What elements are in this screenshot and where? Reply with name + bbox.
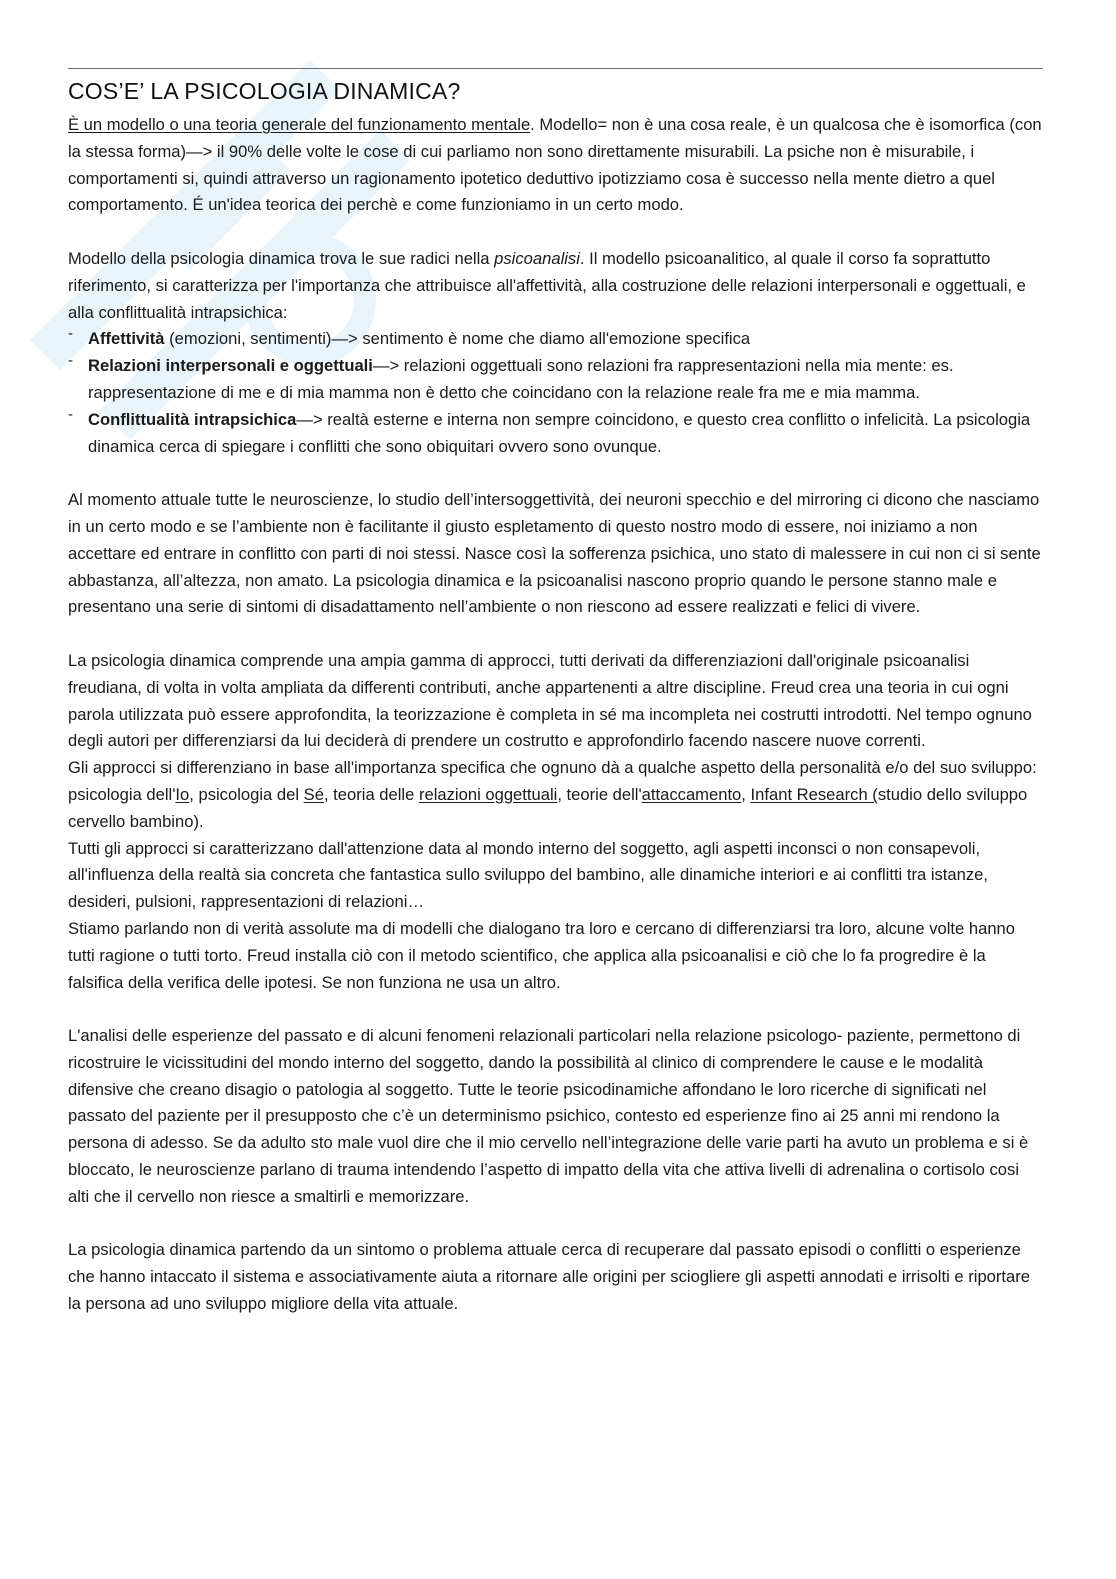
paragraph-2 [68,246,1043,326]
dash-marker: - [68,352,73,370]
paragraph-1-text: . Modello= non è una cosa reale, è un qualcosa che è isomorfica (con la stessa forma)—> il 90% delle volte le cose di cui parliamo non sono direttamente misurabili. La psiche non è misurabile, i comportamenti si, quindi attraverso un ragionamento ipotetico deduttivo ipotizziamo cosa è successo nella mente dietro a quel comportamento. É un'idea teorica dei perchè e come funzioniamo in un certo modo. [68,115,1042,215]
italic-psicoanalisi: psicoanalisi [494,248,580,268]
top-rule [68,68,1043,69]
list-item-text: (emozioni, sentimenti)—> sentimento è nome che diamo all'emozione specifica [164,329,751,349]
list-item-text: —> realtà esterne e interna non sempre coincidono, e questo crea conflitto o infelicità. La psicologia dinamica cerca di spiegare i conflitti che sono obiquitari ovvero sono ovunque. [88,409,1031,456]
paragraph-2-text-b: . Il modello psicoanalitico, al quale il corso fa soprattutto riferimento, si caratterizza per l'importanza che attribuisce all'affettività, alla costruzione delle relazioni interpersonali e oggettuali, e alla conflittualità intrapsichica: [68,248,1026,322]
underlined-definition: È un modello o una teoria generale del funzionamento mentale [68,115,531,134]
list-item [68,326,1043,353]
page-title: COS’E’ LA PSICOLOGIA DINAMICA? [68,78,461,104]
list-item-bold: Affettività [88,329,165,349]
paragraph-8: L'analisi delle esperienze del passato e di alcuni fenomeni relazionali particolari nella relazione psicologo- paziente, permettono di ricostruire le vicissitudini del mondo interno del soggetto, dando la possibilità al clinico di comprendere le cause e le modalità difensive che creano disagio o patologia al soggetto. Tutte le teorie psicodinamiche affondano le loro ricerche di significati nel passato del paziente per il presupposto che c’è un determinismo psichico, contesto ed esperienze fino ai 25 anni mi rendono la persona di adesso. Se da adulto sto male vuol dire che il mio cervello nell’integrazione delle varie parti ha avuto un problema e si è bloccato, le neuroscienze parlano di trauma intendendo l’aspetto di impatto della vita che attiva livelli di adrenalina o cortisolo cosi alti che il cervello non riesce a smaltirli e memorizzare. [68,1026,1029,1206]
p5-text-2: , psicologia del [189,784,304,804]
p5-text-1: Gli approcci si differenziano in base all'importanza specifica che ognuno dà a qualche aspetto della personalità e/o del suo sviluppo: psicologia dell' [68,758,1037,804]
link-attaccamento: attaccamento [641,784,742,804]
link-se: Sé [303,784,324,804]
p5-text-3: , teoria delle [323,784,419,804]
list-item [68,353,1043,407]
dash-marker: - [68,325,73,343]
p5-text-5: , [741,784,751,804]
paragraph-9: La psicologia dinamica partendo da un sintomo o problema attuale cerca di recuperare dal passato episodi o conflitti o esperienze che hanno intaccato il sistema e associativamente aiuta a ritornare alle origini per sciogliere gli aspetti annodati e irrisolti e riportare la persona ad uno sviluppo migliore della vita attuale. [68,1240,1031,1314]
bullet-list [68,326,1043,460]
paragraph-7: Stiamo parlando non di verità assolute ma di modelli che dialogano tra loro e cercano di differenziarsi tra loro, alcune volte hanno tutti ragione o tutti torto. Freud installa ciò con il metodo scientifico, che applica alla psicoanalisi e ciò che lo fa progredire è la falsifica della verifica delle ipotesi. Se non funziona ne usa un altro. [68,918,1016,992]
list-item-text: —> relazioni oggettuali sono relazioni fra rappresentazioni nella mia mente: es. rappresentazione di me e di mia mamma non è detto che coincidano con la relazione reale fra me e mia mamma. [88,356,954,402]
link-infant-research: Infant Research ( [750,784,878,804]
p5-text-6: studio dello sviluppo cervello bambino). [68,784,1028,831]
paragraph-3: Al momento attuale tutte le neuroscienze, lo studio dell’intersoggettività, dei neuroni specchio e del mirroring ci dicono che nasciamo in un certo modo e se l’ambiente non è facilitante il giusto espletamento di questo nostro modo di essere, noi iniziamo a non accettare ed entrare in conflitto con parti di noi stessi. Nasce così la sofferenza psichica, uno stato di malessere in cui non ci si sente abbastanza, all’altezza, non amato. La psicologia dinamica e la psicoanalisi nascono proprio quando le persone stanno male e presentano una serie di sintomi di disadattamento nell’ambiente o non riescono ad essere realizzati e felici di vivere. [68,490,1041,617]
list-item-bold: Conflittualità intrapsichica [88,409,297,429]
list-item [68,407,1043,461]
document-page [68,68,1043,1318]
paragraph-5 [68,755,1043,835]
paragraph-4: La psicologia dinamica comprende una ampia gamma di approcci, tutti derivati da differenziazioni dall'originale psicoanalisi freudiana, di volta in volta ampliata da differenti contributi, anche appartenenti a altre discipline. Freud crea una teoria in cui ogni parola utilizzata può essere approfondita, la teorizzazione è completa in sé ma incompleta nei costrutti introdotti. Nel tempo ognuno degli autori per differenziarsi da lui deciderà di prendere un costrutto e approfondirlo facendo nascere nuove correnti. [68,650,1032,751]
dash-marker: - [68,405,73,423]
paragraph-1 [68,112,1043,219]
link-relazioni-oggettuali: relazioni oggettuali [418,784,558,804]
paragraph-2-text-a: Modello della psicologia dinamica trova le sue radici nella [68,248,495,268]
paragraph-6: Tutti gli approcci si caratterizzano dall'attenzione data al mondo interno del soggetto, agli aspetti inconsci o non consapevoli, all'influenza della realtà sia concreta che fantastica sullo sviluppo del bambino, alle dinamiche interiori e ai conflitti tra istanze, desideri, pulsioni, rappresentazioni di relazioni… [68,838,989,912]
p5-text-4: , teorie dell' [557,784,642,804]
link-io: Io [175,784,190,804]
list-item-bold: Relazioni interpersonali e oggettuali [88,356,373,376]
